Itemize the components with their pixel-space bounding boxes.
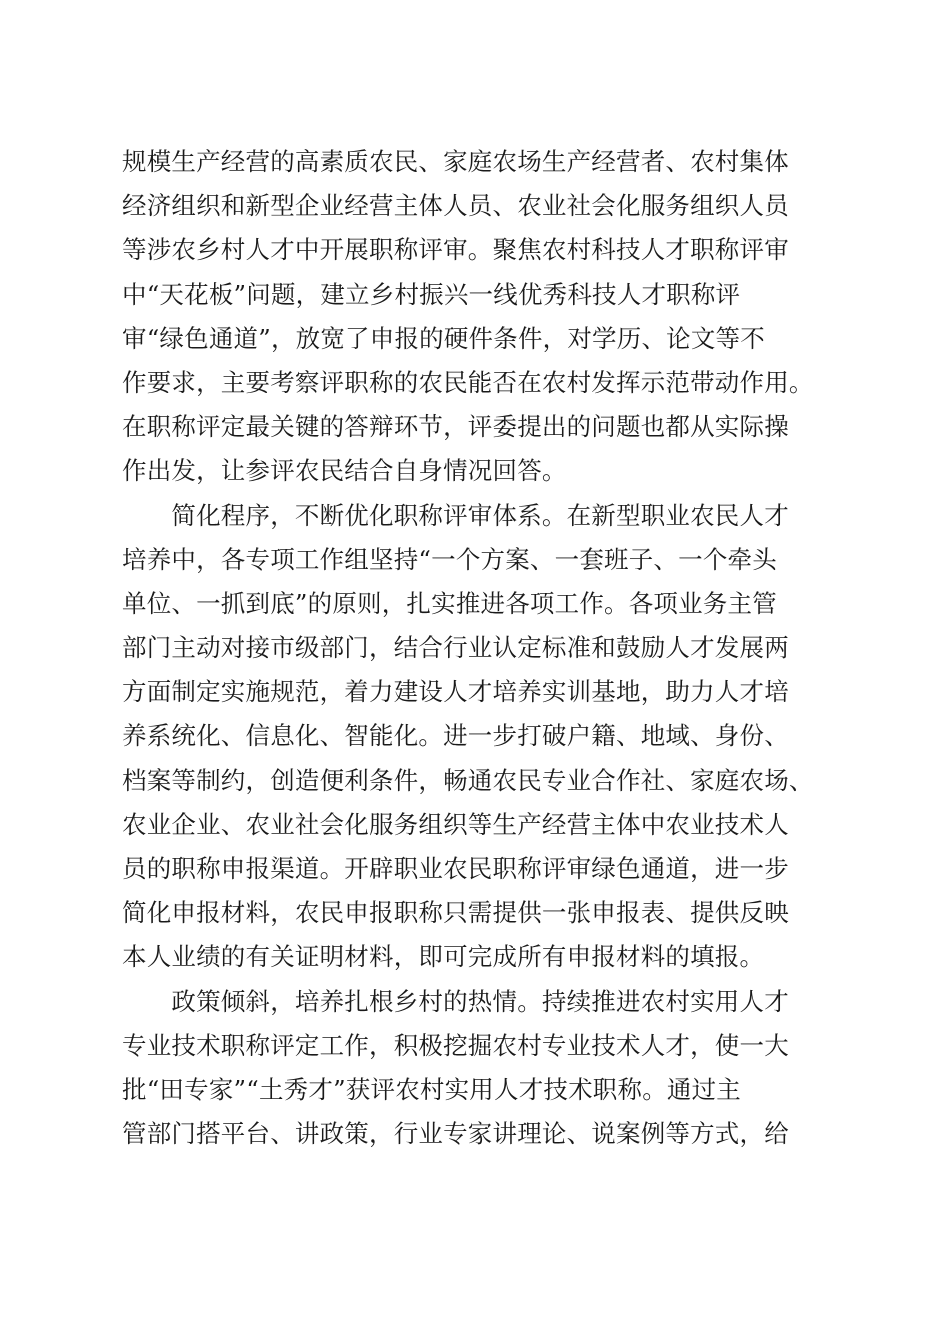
text-line: 单位、一抓到底”的原则，扎实推进各项工作。各项业务主管	[122, 588, 777, 618]
text-line: 中“天花板”问题，建立乡村振兴一线优秀科技人才职称评	[122, 279, 741, 309]
text-line: 员的职称申报渠道。开辟职业农民职称评审绿色通道，进一步	[122, 854, 789, 883]
text-line: 本人业绩的有关证明材料，即可完成所有申报材料的填报。	[122, 942, 765, 972]
text-line: 专业技术职称评定工作，积极挖掘农村专业技术人才，使一大	[122, 1030, 789, 1060]
text-line: 作出发，让参评农民结合自身情况回答。	[122, 456, 567, 486]
text-line: 政策倾斜，培养扎根乡村的热情。持续推进农村实用人才	[122, 986, 789, 1016]
text-line: 部门主动对接市级部门，结合行业认定标准和鼓励人才发展两	[122, 633, 789, 663]
text-line: 养系统化、信息化、智能化。进一步打破户籍、地域、身份、	[122, 721, 789, 751]
text-line: 经济组织和新型企业经营主体人员、农业社会化服务组织人员	[122, 191, 789, 221]
paragraph	[122, 140, 852, 494]
text-line: 审“绿色通道”，放宽了申报的硬件条件，对学历、论文等不	[122, 323, 765, 353]
text-line: 培养中，各专项工作组坚持“一个方案、一套班子、一个牵头	[122, 544, 777, 574]
text-line: 农业企业、农业社会化服务组织等生产经营主体中农业技术人	[122, 809, 789, 839]
text-line: 作要求，主要考察评职称的农民能否在农村发挥示范带动作用。	[122, 367, 814, 397]
body-text	[122, 140, 852, 1156]
text-line: 简化程序，不断优化职称评审体系。在新型职业农民人才	[122, 500, 789, 530]
text-line: 档案等制约，创造便利条件，畅通农民专业合作社、家庭农场、	[122, 765, 814, 795]
text-line: 方面制定实施规范，着力建设人才培养实训基地，助力人才培	[122, 677, 789, 707]
paragraph	[122, 980, 852, 1157]
text-line: 规模生产经营的高素质农民、家庭农场生产经营者、农村集体	[122, 147, 789, 176]
text-line: 等涉农乡村人才中开展职称评审。聚焦农村科技人才职称评审	[122, 235, 789, 265]
text-line: 在职称评定最关键的答辩环节，评委提出的问题也都从实际操	[122, 412, 789, 442]
text-line: 简化申报材料，农民申报职称只需提供一张申报表、提供反映	[122, 898, 789, 928]
paragraph	[122, 494, 852, 980]
text-line: 管部门搭平台、讲政策，行业专家讲理论、说案例等方式，给	[122, 1119, 789, 1149]
text-line: 批“田专家”“土秀才”获评农村实用人才技术职称。通过主	[122, 1074, 741, 1104]
